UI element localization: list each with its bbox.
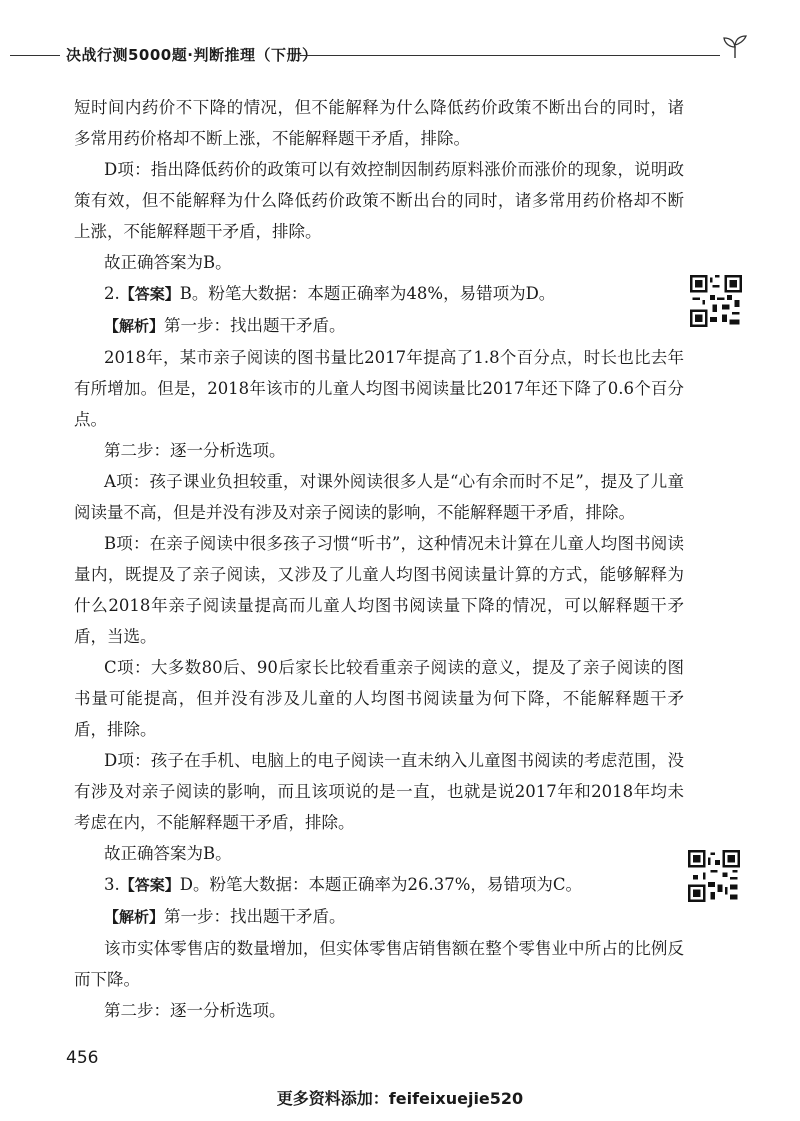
running-header bbox=[0, 32, 800, 62]
analysis-label: 【解析】 bbox=[104, 317, 165, 335]
paragraph: 故正确答案为B。 bbox=[104, 253, 232, 272]
paragraph: D项：指出降低药价的政策可以有效控制因制药原料涨价而涨价的现象，说明政策有效，但不能解释为什么降低药价政策不断出台的同时，诸多常用药价格却不断上涨，不能解释题干矛盾，排除。 bbox=[74, 160, 684, 241]
paragraph: 第二步：逐一分析选项。 bbox=[104, 1001, 286, 1020]
answer-explanation-body bbox=[74, 92, 684, 1026]
header-rule-left bbox=[10, 55, 60, 56]
answer-label: 【答案】 bbox=[119, 876, 180, 894]
question-2-answer bbox=[74, 278, 684, 310]
question-number: 2. bbox=[104, 284, 120, 303]
option-a-analysis: A项：孩子课业负担较重，对课外阅读很多人是“心有余而时不足”，提及了儿童阅读量不高，但是并没有涉及对亲子阅读的影响，不能解释题干矛盾，排除。 bbox=[74, 472, 684, 522]
option-b-analysis: B项：在亲子阅读中很多孩子习惯“听书”，这种情况未计算在儿童人均图书阅读量内，既提及了亲子阅读，又涉及了儿童人均图书阅读量计算的方式，能够解释为什么2018年亲子阅读量提高而儿童人均图书阅读量下降的情况，可以解释题干矛盾，当选。 bbox=[74, 534, 684, 646]
paragraph: 第二步：逐一分析选项。 bbox=[104, 441, 286, 460]
paragraph: 该市实体零售店的数量增加，但实体零售店销售额在整个零售业中所占的比例反而下降。 bbox=[74, 939, 684, 989]
qr-code-icon[interactable] bbox=[688, 850, 740, 902]
paragraph: 短时间内药价不下降的情况，但不能解释为什么降低药价政策不断出台的同时，诸多常用药价格却不断上涨，不能解释题干矛盾，排除。 bbox=[74, 98, 684, 148]
page-number: 456 bbox=[66, 1048, 99, 1068]
paragraph: 2018年，某市亲子阅读的图书量比2017年提高了1.8个百分点，时长也比去年有所增加。但是，2018年该市的儿童人均图书阅读量比2017年还下降了0.6个百分点。 bbox=[74, 348, 684, 429]
question-3-analysis bbox=[74, 901, 684, 933]
analysis-label: 【解析】 bbox=[104, 908, 165, 926]
question-3-answer bbox=[74, 869, 684, 901]
option-c-analysis: C项：大多数80后、90后家长比较看重亲子阅读的意义，提及了亲子阅读的图书量可能提高，但并没有涉及儿童的人均图书阅读量为何下降，不能解释题干矛盾，排除。 bbox=[74, 658, 684, 739]
header-rule-right bbox=[300, 55, 720, 56]
qr-code-icon[interactable] bbox=[690, 275, 742, 327]
footer-note: 更多资料添加：feifeixuejie520 bbox=[276, 1089, 524, 1108]
answer-text: D。粉笔大数据：本题正确率为26.37%，易错项为C。 bbox=[179, 875, 583, 894]
sprout-icon bbox=[720, 34, 750, 60]
option-d-analysis: D项：孩子在手机、电脑上的电子阅读一直未纳入儿童图书阅读的考虑范围，没有涉及对亲子阅读的影响，而且该项说的是一直，也就是说2017年和2018年均未考虑在内，不能解释题干矛盾，排除。 bbox=[74, 751, 684, 832]
paragraph: 故正确答案为B。 bbox=[104, 844, 232, 863]
answer-text: B。粉笔大数据：本题正确率为48%，易错项为D。 bbox=[179, 284, 556, 303]
book-title: 决战行测5000题·判断推理（下册） bbox=[66, 46, 318, 64]
answer-label: 【答案】 bbox=[119, 285, 180, 303]
analysis-text: 第一步：找出题干矛盾。 bbox=[164, 907, 346, 926]
question-number: 3. bbox=[104, 875, 120, 894]
question-2-analysis bbox=[74, 310, 684, 342]
analysis-text: 第一步：找出题干矛盾。 bbox=[164, 316, 346, 335]
